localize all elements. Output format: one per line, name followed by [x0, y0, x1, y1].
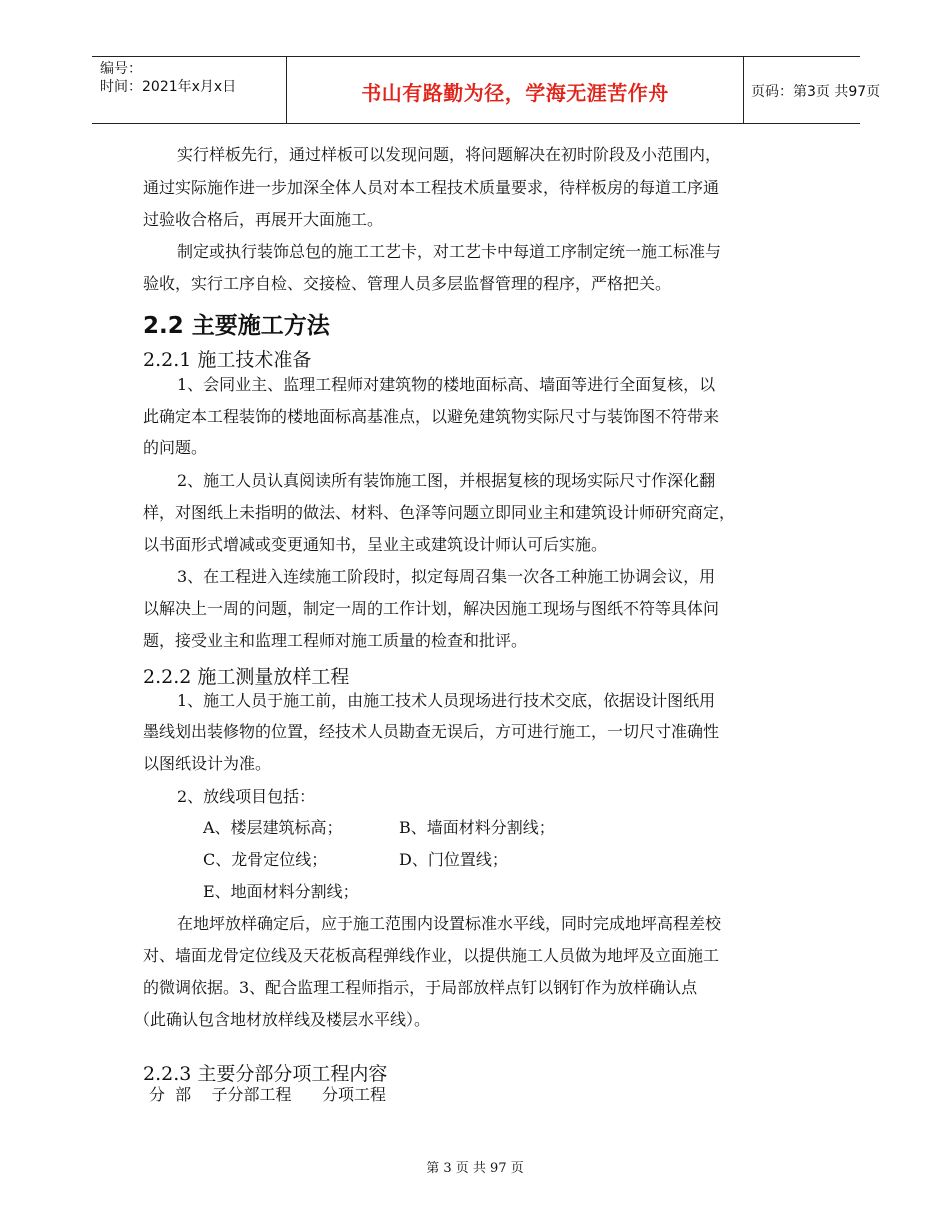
subsection-heading-2-2-3: 2.2.3 主要分部分项工程内容	[143, 1063, 388, 1085]
paragraph-line: 样，对图纸上未指明的做法、材料、色泽等问题立即同业主和建筑设计师研究商定，	[143, 503, 736, 522]
paragraph-line: 2、放线项目包括：	[177, 787, 316, 806]
paragraph-line: 墨线划出装修物的位置，经技术人员勘查无误后，方可进行施工，一切尺寸准确性	[143, 722, 720, 741]
header-page-cell	[743, 57, 881, 123]
list-item: B、墙面材料分割线；	[399, 818, 555, 837]
paragraph-line: 制定或执行装饰总包的施工工艺卡，对工艺卡中每道工序制定统一施工标准与	[177, 242, 722, 261]
paragraph-line: 在地坪放样确定后，应于施工范围内设置标准水平线，同时完成地坪高程差校	[177, 914, 722, 933]
paragraph-line: 1、施工人员于施工前，由施工技术人员现场进行技术交底，依据设计图纸用	[177, 691, 716, 710]
header-table	[92, 56, 881, 124]
paragraph-line: 题，接受业主和监理工程师对施工质量的检查和批评。	[143, 631, 528, 650]
doc-number-label: 编号：	[100, 61, 142, 77]
header-motto-cell	[286, 57, 744, 123]
paragraph-line: 通过实际施作进一步加深全体人员对本工程技术质量要求，待样板房的每道工序通	[143, 178, 720, 197]
paragraph-line: 以解决上一周的问题，制定一周的工作计划，解决因施工现场与图纸不符等具体问	[143, 599, 720, 618]
header-motto: 书山有路勤为径，学海无涯苦作舟	[361, 81, 669, 105]
paragraph-line: 的问题。	[143, 438, 208, 457]
paragraph-line: 此确定本工程装饰的楼地面标高基准点，以避免建筑物实际尺寸与装饰图不符带来	[143, 407, 720, 426]
section-heading-2-2: 2.2 主要施工方法	[143, 313, 330, 339]
page-footer: 第 3 页 共 97 页	[426, 1161, 524, 1176]
table-header-row: 分 部 子分部工程 分项工程	[149, 1085, 387, 1104]
list-item: A、楼层建筑标高；	[203, 818, 343, 837]
paragraph-line: 以书面形式增减或变更通知书，呈业主或建筑设计师认可后实施。	[143, 535, 608, 554]
paragraph-line: 2、施工人员认真阅读所有装饰施工图，并根据复核的现场实际尺寸作深化翻	[177, 471, 716, 490]
paragraph-line: 对、墙面龙骨定位线及天花板高程弹线作业，以提供施工人员做为地坪及立面施工	[143, 946, 720, 965]
paragraph-line: （此确认包含地材放样线及楼层水平线）。	[134, 1010, 431, 1029]
subsection-heading-2-2-1: 2.2.1 施工技术准备	[143, 349, 312, 371]
paragraph-line: 实行样板先行，通过样板可以发现问题，将问题解决在初时阶段及小范围内，	[177, 145, 722, 164]
subsection-heading-2-2-2: 2.2.2 施工测量放样工程	[143, 666, 350, 688]
header-page-info: 页码：第3页 共97页	[751, 84, 881, 100]
doc-time-label: 时间：2021年x月x日	[100, 79, 237, 95]
list-item: C、龙骨定位线；	[203, 850, 328, 869]
list-item: D、门位置线；	[399, 850, 508, 869]
paragraph-line: 以图纸设计为准。	[143, 754, 272, 773]
list-item: E、地面材料分割线；	[203, 882, 359, 901]
paragraph-line: 验收，实行工序自检、交接检、管理人员多层监督管理的程序，严格把关。	[143, 274, 672, 293]
paragraph-line: 1、会同业主、监理工程师对建筑物的楼地面标高、墙面等进行全面复核，以	[177, 375, 716, 394]
header-meta-cell	[92, 57, 286, 123]
paragraph-line: 过验收合格后，再展开大面施工。	[143, 210, 384, 229]
paragraph-line: 的微调依据。3、配合监理工程师指示，于局部放样点钉以钢钉作为放样确认点	[143, 978, 698, 997]
paragraph-line: 3、在工程进入连续施工阶段时，拟定每周召集一次各工种施工协调会议，用	[177, 567, 716, 586]
